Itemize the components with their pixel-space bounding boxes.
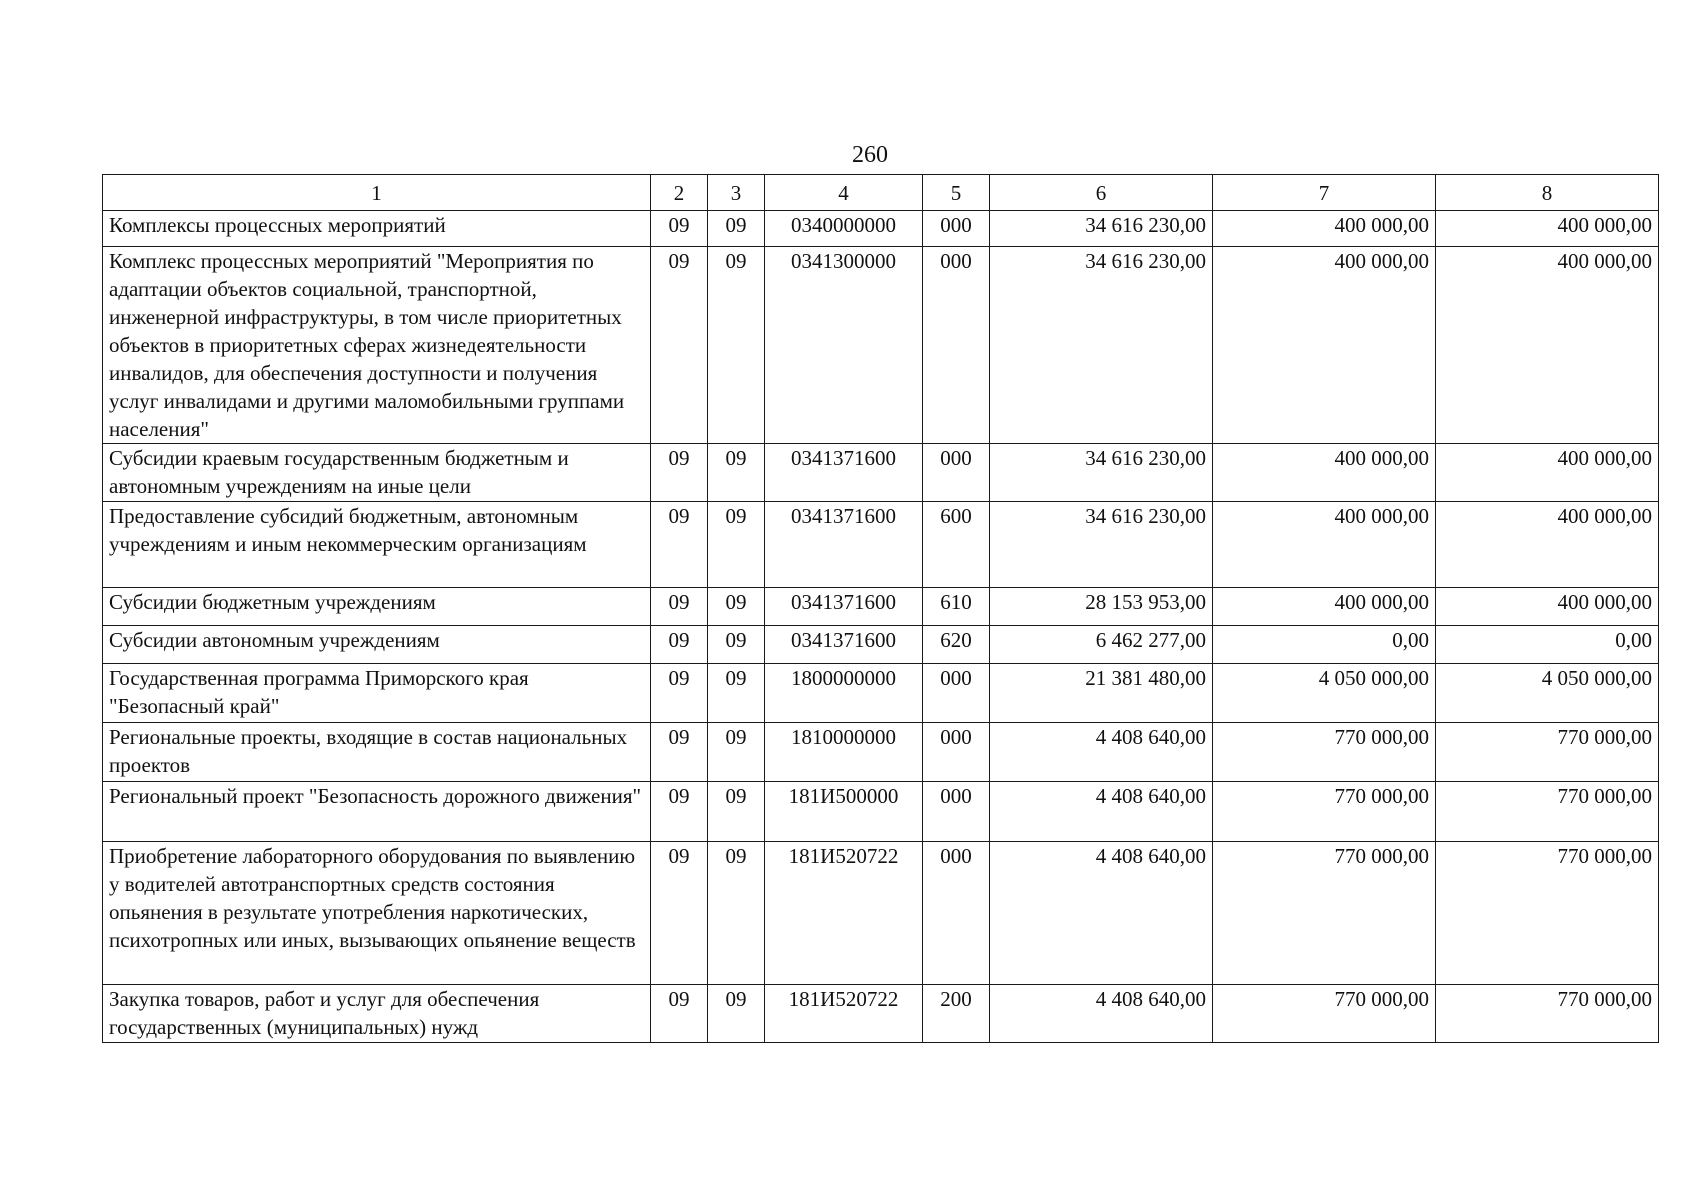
row-name: Субсидии краевым государственным бюджетным и автономным учреждениям на иные цели	[103, 444, 651, 502]
row-name: Региональные проекты, входящие в состав национальных проектов	[103, 723, 651, 782]
row-amount-6: 4 408 640,00	[990, 723, 1213, 782]
table-row	[103, 588, 1659, 626]
row-target-code: 1810000000	[765, 723, 923, 782]
row-amount-6: 4 408 640,00	[990, 842, 1213, 985]
row-amount-6: 4 408 640,00	[990, 985, 1213, 1043]
row-name: Субсидии бюджетным учреждениям	[103, 588, 651, 626]
row-subsection: 09	[708, 985, 765, 1043]
row-expense-type: 000	[923, 211, 990, 247]
row-subsection: 09	[708, 664, 765, 723]
row-section: 09	[651, 842, 708, 985]
row-amount-6: 6 462 277,00	[990, 626, 1213, 664]
row-amount-7: 770 000,00	[1213, 782, 1436, 842]
page-number: 260	[852, 142, 888, 168]
row-subsection: 09	[708, 782, 765, 842]
table-row	[103, 247, 1659, 444]
column-header-5: 5	[923, 175, 990, 211]
row-amount-7: 770 000,00	[1213, 723, 1436, 782]
row-amount-8: 400 000,00	[1436, 444, 1659, 502]
row-target-code: 0340000000	[765, 211, 923, 247]
row-expense-type: 000	[923, 247, 990, 444]
row-amount-7: 400 000,00	[1213, 211, 1436, 247]
row-amount-7: 770 000,00	[1213, 985, 1436, 1043]
row-amount-6: 28 153 953,00	[990, 588, 1213, 626]
row-target-code: 0341371600	[765, 588, 923, 626]
row-target-code: 1800000000	[765, 664, 923, 723]
row-name: Закупка товаров, работ и услуг для обеспечения государственных (муниципальных) нужд	[103, 985, 651, 1043]
row-subsection: 09	[708, 247, 765, 444]
row-amount-8: 400 000,00	[1436, 502, 1659, 588]
table-row	[103, 842, 1659, 985]
row-amount-8: 770 000,00	[1436, 842, 1659, 985]
row-name: Субсидии автономным учреждениям	[103, 626, 651, 664]
row-section: 09	[651, 985, 708, 1043]
row-section: 09	[651, 211, 708, 247]
row-amount-7: 0,00	[1213, 626, 1436, 664]
row-target-code: 0341300000	[765, 247, 923, 444]
row-amount-7: 400 000,00	[1213, 247, 1436, 444]
row-target-code: 0341371600	[765, 444, 923, 502]
row-section: 09	[651, 782, 708, 842]
column-header-4: 4	[765, 175, 923, 211]
row-amount-8: 770 000,00	[1436, 985, 1659, 1043]
row-target-code: 0341371600	[765, 626, 923, 664]
row-target-code: 0341371600	[765, 502, 923, 588]
row-name: Комплексы процессных мероприятий	[103, 211, 651, 247]
table-row	[103, 626, 1659, 664]
budget-table	[102, 174, 1659, 1043]
row-amount-7: 400 000,00	[1213, 444, 1436, 502]
row-expense-type: 000	[923, 444, 990, 502]
row-expense-type: 600	[923, 502, 990, 588]
row-name: Государственная программа Приморского края "Безопасный край"	[103, 664, 651, 723]
row-amount-8: 0,00	[1436, 626, 1659, 664]
row-name: Приобретение лабораторного оборудования по выявлению у водителей автотранспортных средств состояния опьянения в результате употребления наркотических, психотропных или иных, вызывающих опьянение веществ	[103, 842, 651, 985]
row-amount-7: 400 000,00	[1213, 502, 1436, 588]
row-amount-8: 770 000,00	[1436, 723, 1659, 782]
row-section: 09	[651, 723, 708, 782]
row-subsection: 09	[708, 502, 765, 588]
row-amount-6: 21 381 480,00	[990, 664, 1213, 723]
column-header-2: 2	[651, 175, 708, 211]
row-expense-type: 620	[923, 626, 990, 664]
row-amount-6: 4 408 640,00	[990, 782, 1213, 842]
row-target-code: 181И520722	[765, 842, 923, 985]
row-section: 09	[651, 444, 708, 502]
row-expense-type: 000	[923, 723, 990, 782]
row-amount-8: 400 000,00	[1436, 247, 1659, 444]
header-row	[103, 175, 1659, 211]
column-header-3: 3	[708, 175, 765, 211]
table-row	[103, 444, 1659, 502]
column-header-6: 6	[990, 175, 1213, 211]
row-amount-8: 770 000,00	[1436, 782, 1659, 842]
row-expense-type: 000	[923, 664, 990, 723]
row-expense-type: 000	[923, 842, 990, 985]
row-subsection: 09	[708, 444, 765, 502]
row-expense-type: 610	[923, 588, 990, 626]
row-amount-8: 400 000,00	[1436, 211, 1659, 247]
table-row	[103, 211, 1659, 247]
column-header-1: 1	[103, 175, 651, 211]
row-expense-type: 000	[923, 782, 990, 842]
column-header-7: 7	[1213, 175, 1436, 211]
row-amount-7: 400 000,00	[1213, 588, 1436, 626]
row-name: Региональный проект "Безопасность дорожного движения"	[103, 782, 651, 842]
row-section: 09	[651, 626, 708, 664]
row-amount-7: 4 050 000,00	[1213, 664, 1436, 723]
row-amount-6: 34 616 230,00	[990, 211, 1213, 247]
column-header-8: 8	[1436, 175, 1659, 211]
row-amount-6: 34 616 230,00	[990, 444, 1213, 502]
row-name: Предоставление субсидий бюджетным, автономным учреждениям и иным некоммерческим организациям	[103, 502, 651, 588]
table-row	[103, 723, 1659, 782]
table-row	[103, 664, 1659, 723]
row-section: 09	[651, 588, 708, 626]
row-expense-type: 200	[923, 985, 990, 1043]
row-subsection: 09	[708, 723, 765, 782]
row-subsection: 09	[708, 211, 765, 247]
row-section: 09	[651, 664, 708, 723]
row-target-code: 181И520722	[765, 985, 923, 1043]
row-amount-6: 34 616 230,00	[990, 247, 1213, 444]
row-subsection: 09	[708, 842, 765, 985]
table-row	[103, 502, 1659, 588]
row-amount-8: 400 000,00	[1436, 588, 1659, 626]
table-row	[103, 985, 1659, 1043]
row-subsection: 09	[708, 588, 765, 626]
row-name: Комплекс процессных мероприятий "Мероприятия по адаптации объектов социальной, транспортной, инженерной инфраструктуры, в том числе приоритетных объектов в приоритетных сферах жизнедеятельности инвалидов, для обеспечения доступности и получения услуг инвалидами и другими маломобильными группами населения"	[103, 247, 651, 444]
row-target-code: 181И500000	[765, 782, 923, 842]
row-subsection: 09	[708, 626, 765, 664]
row-amount-6: 34 616 230,00	[990, 502, 1213, 588]
row-amount-8: 4 050 000,00	[1436, 664, 1659, 723]
table-row	[103, 782, 1659, 842]
row-section: 09	[651, 502, 708, 588]
row-amount-7: 770 000,00	[1213, 842, 1436, 985]
row-section: 09	[651, 247, 708, 444]
